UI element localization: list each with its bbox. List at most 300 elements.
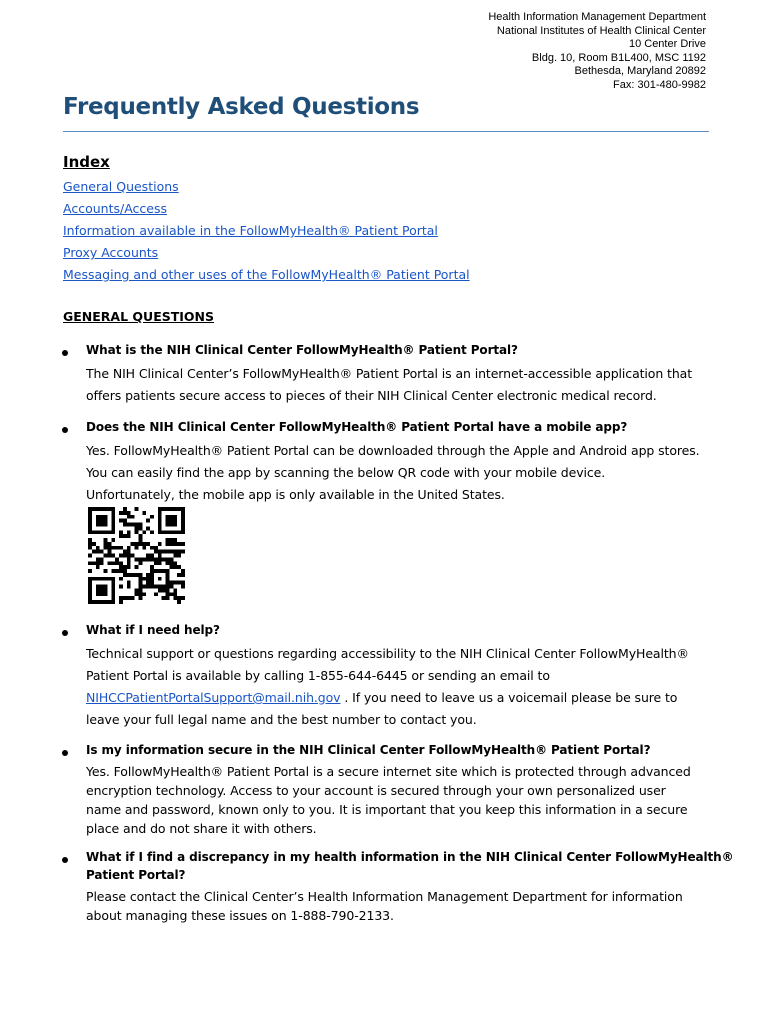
faq-answer — [86, 363, 692, 407]
qr-module — [131, 596, 135, 600]
qr-module — [104, 542, 108, 546]
qr-module — [138, 581, 142, 585]
qr-module — [127, 530, 131, 534]
qr-module — [173, 565, 177, 569]
qr-module — [119, 585, 123, 589]
qr-module — [142, 557, 146, 561]
qr-module — [166, 519, 170, 523]
qr-module — [111, 546, 115, 550]
qr-module — [119, 511, 123, 515]
qr-module — [88, 526, 92, 530]
answer-line: leave your full legal name and the best number to contact you. — [86, 712, 477, 727]
faq-answer — [86, 887, 683, 925]
qr-module — [135, 526, 139, 530]
qr-module — [169, 519, 173, 523]
address-line: Health Information Management Department — [488, 11, 706, 23]
qr-module — [173, 538, 177, 542]
faq-question: What is the NIH Clinical Center FollowMyHealth® Patient Portal? — [86, 343, 518, 357]
qr-module — [169, 530, 173, 534]
qr-module — [177, 600, 181, 604]
qr-module — [119, 565, 123, 569]
qr-module — [123, 596, 127, 600]
qr-module — [96, 546, 100, 550]
qr-module — [166, 569, 170, 573]
qr-module — [150, 530, 154, 534]
qr-module — [166, 588, 170, 592]
qr-module — [92, 530, 96, 534]
qr-module — [138, 577, 142, 581]
qr-code-icon[interactable] — [88, 507, 185, 604]
qr-module — [162, 550, 166, 554]
qr-module — [119, 546, 123, 550]
address-line: Bldg. 10, Room B1L400, MSC 1192 — [531, 51, 706, 64]
qr-module — [111, 569, 115, 573]
qr-module — [158, 530, 162, 534]
qr-module — [100, 592, 104, 596]
qr-module — [150, 515, 154, 519]
qr-module — [104, 585, 108, 589]
qr-module — [158, 554, 162, 558]
bullet-icon — [62, 630, 68, 636]
answer-line: encryption technology. Access to your account is secured through your own personalized user — [86, 783, 666, 798]
qr-module — [158, 550, 162, 554]
qr-module — [135, 573, 139, 577]
qr-module — [158, 585, 162, 589]
qr-module — [135, 588, 139, 592]
qr-module — [162, 588, 166, 592]
qr-module — [158, 526, 162, 530]
qr-module — [150, 557, 154, 561]
qr-module — [107, 550, 111, 554]
qr-module — [127, 561, 131, 565]
qr-module — [88, 569, 92, 573]
index-heading: Index — [63, 153, 110, 171]
qr-module — [100, 550, 104, 554]
qr-module — [173, 588, 177, 592]
qr-module — [96, 530, 100, 534]
qr-module — [181, 573, 185, 577]
qr-module — [166, 507, 170, 511]
qr-module — [177, 554, 181, 558]
qr-module — [127, 511, 131, 515]
qr-module — [150, 581, 154, 585]
qr-module — [119, 530, 123, 534]
qr-module — [119, 600, 123, 604]
qr-module — [181, 530, 185, 534]
qr-module — [142, 577, 146, 581]
qr-module — [169, 542, 173, 546]
qr-module — [111, 519, 115, 523]
qr-module — [181, 519, 185, 523]
answer-line: place and do not share it with others. — [86, 821, 317, 836]
qr-module — [166, 523, 170, 527]
support-email-link[interactable]: NIHCCPatientPortalSupport@mail.nih.gov — [86, 690, 341, 705]
qr-module — [100, 515, 104, 519]
qr-module — [96, 585, 100, 589]
qr-module — [104, 507, 108, 511]
qr-module — [88, 554, 92, 558]
qr-module — [150, 569, 154, 573]
qr-module — [107, 546, 111, 550]
qr-module — [111, 577, 115, 581]
qr-module — [127, 581, 131, 585]
qr-module — [119, 554, 123, 558]
qr-module — [181, 542, 185, 546]
faq-question: Does the NIH Clinical Center FollowMyHealth® Patient Portal have a mobile app? — [86, 420, 628, 434]
qr-module — [100, 561, 104, 565]
faq-answer — [86, 440, 700, 506]
qr-module — [135, 542, 139, 546]
qr-module — [100, 588, 104, 592]
qr-module — [111, 581, 115, 585]
qr-module — [162, 569, 166, 573]
qr-module — [127, 546, 131, 550]
qr-module — [119, 596, 123, 600]
qr-module — [123, 534, 127, 538]
qr-module — [127, 534, 131, 538]
qr-module — [166, 550, 170, 554]
qr-module — [111, 526, 115, 530]
qr-module — [131, 515, 135, 519]
qr-module — [177, 596, 181, 600]
qr-module — [104, 515, 108, 519]
qr-module — [100, 585, 104, 589]
qr-module — [100, 519, 104, 523]
qr-module — [138, 526, 142, 530]
qr-module — [169, 561, 173, 565]
qr-module — [169, 581, 173, 585]
qr-module — [173, 581, 177, 585]
qr-module — [158, 577, 162, 581]
qr-module — [135, 565, 139, 569]
qr-module — [111, 588, 115, 592]
qr-module — [138, 534, 142, 538]
qr-module — [119, 569, 123, 573]
qr-module — [146, 542, 150, 546]
qr-module — [181, 523, 185, 527]
address-line: Bethesda, Maryland 20892 — [574, 65, 706, 78]
qr-module — [100, 523, 104, 527]
qr-module — [88, 530, 92, 534]
department-address — [488, 11, 706, 93]
qr-module — [158, 542, 162, 546]
qr-module — [181, 596, 185, 600]
qr-module — [138, 592, 142, 596]
qr-module — [166, 585, 170, 589]
qr-module — [115, 561, 119, 565]
index-link-general-questions[interactable]: General Questions — [63, 179, 179, 194]
qr-module — [107, 600, 111, 604]
qr-module — [115, 546, 119, 550]
qr-module — [111, 530, 115, 534]
qr-module — [104, 600, 108, 604]
qr-module — [135, 523, 139, 527]
qr-module — [104, 592, 108, 596]
qr-module — [111, 538, 115, 542]
faq-question: What if I find a discrepancy in my health information in the NIH Clinical Center FollowMyHealth® — [86, 850, 734, 864]
qr-module — [142, 585, 146, 589]
qr-module — [92, 577, 96, 581]
qr-module — [92, 550, 96, 554]
qr-module — [166, 577, 170, 581]
qr-module — [104, 519, 108, 523]
qr-module — [169, 557, 173, 561]
qr-module — [142, 592, 146, 596]
qr-module — [166, 592, 170, 596]
qr-module — [123, 573, 127, 577]
qr-module — [107, 542, 111, 546]
qr-module — [158, 511, 162, 515]
qr-module — [111, 507, 115, 511]
qr-module — [138, 588, 142, 592]
qr-module — [88, 581, 92, 585]
qr-module — [111, 585, 115, 589]
qr-module — [96, 588, 100, 592]
answer-line: Patient Portal is available by calling 1-855-644-6445 or sending an email to — [86, 668, 550, 683]
qr-module — [88, 523, 92, 527]
qr-module — [88, 592, 92, 596]
bullet-icon — [62, 427, 68, 433]
qr-module — [88, 600, 92, 604]
qr-module — [96, 577, 100, 581]
qr-module — [173, 542, 177, 546]
qr-module — [115, 569, 119, 573]
qr-module — [127, 554, 131, 558]
qr-module — [146, 526, 150, 530]
qr-module — [138, 542, 142, 546]
qr-module — [138, 596, 142, 600]
index-link-information-available[interactable]: Information available in the FollowMyHealth® Patient Portal — [63, 223, 438, 238]
faq-question-cont: Patient Portal? — [86, 868, 186, 882]
qr-module — [158, 519, 162, 523]
qr-module — [150, 546, 154, 550]
qr-module — [111, 596, 115, 600]
qr-module — [158, 515, 162, 519]
qr-module — [162, 585, 166, 589]
qr-module — [100, 577, 104, 581]
qr-module — [131, 542, 135, 546]
qr-module — [119, 561, 123, 565]
qr-module — [177, 581, 181, 585]
qr-module — [166, 557, 170, 561]
qr-module — [173, 530, 177, 534]
qr-module — [100, 557, 104, 561]
qr-module — [123, 554, 127, 558]
qr-module — [119, 519, 123, 523]
qr-module — [169, 538, 173, 542]
qr-module — [119, 577, 123, 581]
qr-module — [162, 596, 166, 600]
qr-module — [138, 523, 142, 527]
qr-module — [104, 530, 108, 534]
qr-module — [146, 573, 150, 577]
qr-module — [107, 554, 111, 558]
qr-module — [92, 542, 96, 546]
answer-line: Please contact the Clinical Center’s Health Information Management Department for information — [86, 889, 683, 904]
qr-module — [88, 515, 92, 519]
qr-module — [111, 592, 115, 596]
qr-module — [96, 557, 100, 561]
qr-module — [181, 585, 185, 589]
qr-module — [135, 546, 139, 550]
qr-module — [107, 577, 111, 581]
answer-line: Technical support or questions regarding accessibility to the NIH Clinical Center FollowMyHealth® — [86, 646, 689, 661]
qr-module — [111, 554, 115, 558]
qr-module — [111, 515, 115, 519]
qr-module — [166, 530, 170, 534]
answer-line: The NIH Clinical Center’s FollowMyHealth® Patient Portal is an internet-accessible application that — [86, 366, 693, 381]
qr-module — [173, 515, 177, 519]
qr-module — [104, 546, 108, 550]
qr-module — [154, 569, 158, 573]
qr-module — [142, 546, 146, 550]
qr-module — [173, 523, 177, 527]
qr-module — [166, 515, 170, 519]
qr-module — [173, 596, 177, 600]
qr-module — [166, 561, 170, 565]
qr-module — [158, 561, 162, 565]
qr-module — [131, 523, 135, 527]
qr-module — [88, 546, 92, 550]
qr-module — [104, 554, 108, 558]
qr-module — [107, 530, 111, 534]
qr-module — [111, 511, 115, 515]
qr-module — [138, 585, 142, 589]
qr-module — [127, 573, 131, 577]
qr-module — [154, 550, 158, 554]
qr-module — [162, 557, 166, 561]
answer-text: . If you need to leave us a voicemail please be sure to — [340, 690, 678, 705]
answer-line: You can easily find the app by scanning the below QR code with your mobile device. — [86, 465, 606, 480]
qr-module — [88, 538, 92, 542]
qr-module — [169, 592, 173, 596]
qr-module — [88, 596, 92, 600]
qr-module — [138, 538, 142, 542]
qr-module — [154, 561, 158, 565]
answer-line: Unfortunately, the mobile app is only available in the United States. — [86, 487, 505, 502]
qr-module — [146, 581, 150, 585]
qr-module — [96, 592, 100, 596]
answer-line: about managing these issues on 1-888-790-2133. — [86, 908, 394, 923]
qr-module — [135, 530, 139, 534]
bullet-icon — [62, 350, 68, 356]
qr-module — [181, 511, 185, 515]
qr-module — [146, 577, 150, 581]
qr-module — [96, 523, 100, 527]
qr-module — [119, 534, 123, 538]
qr-module — [96, 565, 100, 569]
qr-module — [177, 542, 181, 546]
answer-line: offers patients secure access to pieces of their NIH Clinical Center electronic medical record. — [86, 388, 657, 403]
qr-module — [138, 557, 142, 561]
qr-module — [173, 554, 177, 558]
qr-module — [169, 523, 173, 527]
qr-module — [127, 515, 131, 519]
qr-module — [169, 515, 173, 519]
qr-module — [100, 530, 104, 534]
qr-module — [100, 600, 104, 604]
qr-module — [111, 600, 115, 604]
qr-module — [107, 507, 111, 511]
qr-module — [92, 561, 96, 565]
bullet-icon — [62, 750, 68, 756]
qr-module — [88, 588, 92, 592]
qr-module — [173, 550, 177, 554]
qr-module — [88, 585, 92, 589]
qr-module — [150, 565, 154, 569]
qr-module — [150, 577, 154, 581]
index-link-list — [63, 178, 470, 288]
qr-module — [104, 577, 108, 581]
qr-module — [154, 592, 158, 596]
qr-module — [104, 588, 108, 592]
qr-module — [173, 507, 177, 511]
bullet-icon — [62, 857, 68, 863]
qr-module — [173, 519, 177, 523]
qr-module — [104, 569, 108, 573]
qr-module — [96, 507, 100, 511]
qr-module — [88, 542, 92, 546]
qr-module — [181, 507, 185, 511]
address-line: National Institutes of Health Clinical Center — [496, 24, 706, 37]
qr-module — [115, 557, 119, 561]
qr-module — [177, 565, 181, 569]
answer-line: Yes. FollowMyHealth® Patient Portal can be downloaded through the Apple and Android app stores. — [86, 443, 700, 458]
qr-module — [96, 561, 100, 565]
index-link-messaging[interactable]: Messaging and other uses of the FollowMyHealth® Patient Portal — [63, 267, 470, 282]
qr-module — [96, 600, 100, 604]
qr-module — [146, 554, 150, 558]
qr-module — [158, 557, 162, 561]
faq-answer — [86, 643, 689, 731]
qr-module — [123, 565, 127, 569]
address-line: 10 Center Drive — [628, 38, 706, 51]
qr-module — [131, 554, 135, 558]
qr-module — [169, 507, 173, 511]
qr-module — [127, 585, 131, 589]
address-fax: Fax: 301-480-9982 — [613, 78, 706, 91]
qr-module — [150, 554, 154, 558]
qr-module — [181, 581, 185, 585]
qr-module — [158, 588, 162, 592]
faq-answer — [86, 762, 691, 838]
qr-module — [123, 507, 127, 511]
page-title: Frequently Asked Questions — [63, 94, 420, 120]
qr-module — [142, 530, 146, 534]
qr-module — [169, 565, 173, 569]
qr-module — [96, 550, 100, 554]
index-link-proxy-accounts[interactable]: Proxy Accounts — [63, 245, 159, 260]
qr-module — [138, 573, 142, 577]
qr-module — [162, 530, 166, 534]
qr-module — [88, 511, 92, 515]
qr-module — [88, 507, 92, 511]
qr-module — [166, 573, 170, 577]
qr-module — [127, 550, 131, 554]
qr-module — [166, 538, 170, 542]
index-link-accounts-access[interactable]: Accounts/Access — [63, 201, 167, 216]
faq-question: Is my information secure in the NIH Clinical Center FollowMyHealth® Patient Portal? — [86, 743, 651, 757]
qr-module — [123, 569, 127, 573]
qr-module — [96, 519, 100, 523]
qr-module — [104, 523, 108, 527]
qr-module — [150, 585, 154, 589]
qr-module — [135, 507, 139, 511]
qr-module — [154, 585, 158, 589]
qr-module — [100, 507, 104, 511]
qr-module — [88, 577, 92, 581]
qr-module — [177, 507, 181, 511]
